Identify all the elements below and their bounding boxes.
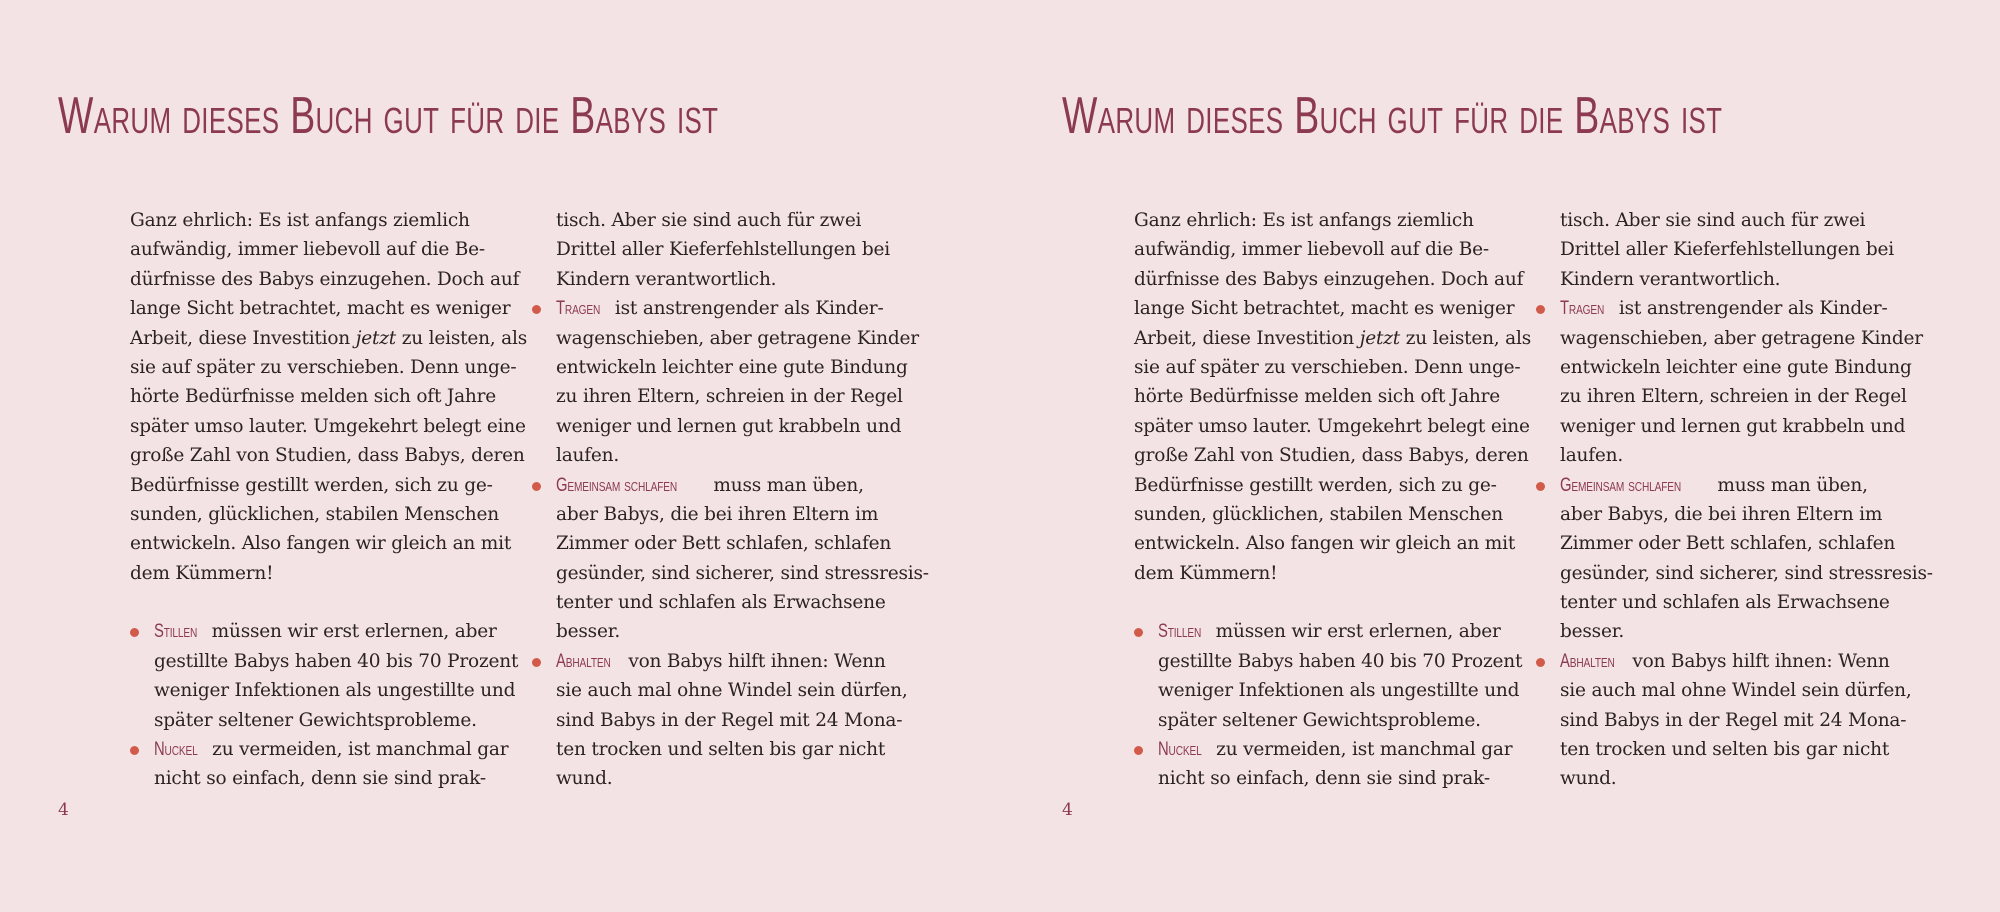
text-line: dem Kümmern! [130, 562, 274, 584]
bullet-dot-icon [1536, 658, 1545, 667]
text-line: laufen. [1560, 445, 1624, 467]
bullet-item-nuckel [1134, 735, 1534, 794]
text-line: Ganz ehrlich: Es ist anfangs ziemlich [130, 210, 470, 231]
text-line [556, 294, 896, 323]
keyword: Gemeinsam schlafen [556, 474, 678, 496]
bullet-item-nuckel [130, 735, 530, 794]
text-line: weniger Infektionen als ungestillte und [1158, 680, 1520, 702]
bullet-item-abhalten [532, 647, 908, 794]
text-line: lange Sicht betrachtet, macht es weniger [1134, 298, 1515, 320]
text-line: zu ihren Eltern, schreien in der Regel [556, 386, 903, 408]
text-line: sie auf später zu verschieben. Denn unge- [130, 356, 517, 378]
emphasis-text: jetzt [355, 327, 397, 349]
text-line: Zimmer oder Bett schlafen, schlafen [1560, 533, 1896, 555]
text-span: ist anstrengender als Kinder- [1613, 298, 1888, 320]
text-line: tisch. Aber sie sind auch für zwei [1560, 210, 1866, 231]
text-line: später seltener Gewichtsprobleme. [154, 709, 477, 731]
text-line: später umso lauter. Umgekehrt belegt eine [130, 415, 526, 437]
text-span: von Babys hilft ihnen: Wenn [622, 650, 886, 672]
text-line: zu ihren Eltern, schreien in der Regel [1560, 386, 1907, 408]
text-line: weniger und lernen gut krabbeln und [556, 415, 902, 437]
text-span: muss man üben, [707, 474, 864, 496]
keyword: Abhalten [556, 650, 611, 672]
text-line: laufen. [556, 445, 620, 467]
text-line: sind Babys in der Regel mit 24 Mona- [556, 709, 903, 731]
text-span: müssen wir erst erlernen, aber [205, 621, 497, 643]
text-line: Kindern verantwortlich. [556, 268, 777, 290]
bullet-item-tragen [532, 294, 919, 470]
bullet-item-schlafen [532, 471, 929, 647]
bullet-item-tragen [1536, 294, 1923, 470]
bullet-dot-icon [1536, 482, 1545, 491]
text-line: aufwändig, immer liebevoll auf die Be- [1134, 239, 1489, 261]
text-line [1560, 471, 1900, 500]
text-span: zu vermeiden, ist manchmal gar [206, 739, 509, 761]
text-line [556, 647, 896, 676]
bullet-dot-icon [1134, 628, 1143, 637]
text-line: gesünder, sind sicherer, sind stressresis- [556, 562, 929, 584]
bullet-item-stillen [130, 617, 530, 735]
page-number: 4 [1062, 800, 1073, 820]
paragraph-gap [1134, 588, 1534, 617]
text-line: aufwändig, immer liebevoll auf die Be- [130, 239, 485, 261]
text-line: dem Kümmern! [1134, 562, 1278, 584]
text-span: müssen wir erst erlernen, aber [1209, 621, 1501, 643]
bullet-dot-icon [532, 305, 541, 314]
text-line: besser. [556, 621, 621, 643]
column-right [556, 206, 929, 794]
keyword: Gemeinsam schlafen [1560, 474, 1682, 496]
text-span: Arbeit, diese Investition [1134, 327, 1360, 349]
text-line [1560, 294, 1900, 323]
text-line: besser. [1560, 621, 1625, 643]
text-line: große Zahl von Studien, dass Babys, deren [1134, 445, 1529, 467]
text-line: entwickeln leichter eine gute Bindung [1560, 356, 1912, 378]
text-line: später seltener Gewichtsprobleme. [1158, 709, 1481, 731]
right-page [1004, 0, 2000, 912]
text-line [154, 735, 530, 764]
keyword: Nuckel [154, 739, 198, 761]
text-line: wund. [556, 768, 613, 790]
bullet-item-schlafen [1536, 471, 1933, 647]
text-line: nicht so einfach, denn sie sind prak- [154, 768, 486, 790]
text-line: sunden, glücklichen, stabilen Menschen [1134, 503, 1503, 525]
text-line: Drittel aller Kieferfehlstellungen bei [1560, 239, 1894, 261]
paragraph-gap [130, 588, 530, 617]
bullet-dot-icon [130, 746, 139, 755]
keyword: Nuckel [1158, 739, 1202, 761]
bullet-item-abhalten [1536, 647, 1912, 794]
text-line: sunden, glücklichen, stabilen Menschen [130, 503, 499, 525]
text-line [1560, 647, 1900, 676]
text-line: Drittel aller Kieferfehlstellungen bei [556, 239, 890, 261]
bullet-dot-icon [532, 482, 541, 491]
text-span: Arbeit, diese Investition [130, 327, 356, 349]
keyword: Tragen [556, 298, 601, 320]
keyword: Abhalten [1560, 650, 1615, 672]
text-line: weniger und lernen gut krabbeln und [1560, 415, 1906, 437]
text-line: sie auch mal ohne Windel sein dürfen, [556, 680, 908, 702]
text-line: aber Babys, die bei ihren Eltern im [1560, 503, 1883, 525]
text-span: muss man üben, [1711, 474, 1868, 496]
text-line: tisch. Aber sie sind auch für zwei [556, 210, 862, 231]
text-line [1158, 735, 1534, 764]
keyword: Stillen [154, 621, 198, 643]
text-span: zu leisten, als [1400, 327, 1532, 349]
text-line: wagenschieben, aber getragene Kinder [1560, 327, 1923, 349]
text-line [556, 471, 896, 500]
text-line: gesünder, sind sicherer, sind stressresis- [1560, 562, 1933, 584]
text-line: ten trocken und selten bis gar nicht [1560, 739, 1890, 761]
text-line: sie auch mal ohne Windel sein dürfen, [1560, 680, 1912, 702]
text-span: von Babys hilft ihnen: Wenn [1626, 650, 1890, 672]
text-line: wagenschieben, aber getragene Kinder [556, 327, 919, 349]
bullet-dot-icon [1536, 305, 1545, 314]
text-line: hörte Bedürfnisse melden sich oft Jahre [1134, 386, 1501, 408]
bullet-dot-icon [532, 658, 541, 667]
column-right [1560, 206, 1933, 794]
text-line: Ganz ehrlich: Es ist anfangs ziemlich [1134, 210, 1474, 231]
text-line [154, 617, 530, 646]
text-line: dürfnisse des Babys einzugehen. Doch auf [1134, 268, 1524, 290]
text-line: aber Babys, die bei ihren Eltern im [556, 503, 879, 525]
text-line: entwickeln leichter eine gute Bindung [556, 356, 908, 378]
text-line [1158, 617, 1534, 646]
page-title: Warum dieses Buch gut für die Babys ist [58, 87, 719, 145]
text-line [1134, 324, 1534, 353]
page-title: Warum dieses Buch gut für die Babys ist [1062, 87, 1723, 145]
text-line: tenter und schlafen als Erwachsene [1560, 592, 1890, 614]
bullet-item-stillen [1134, 617, 1534, 735]
text-span: zu leisten, als [396, 327, 528, 349]
keyword: Stillen [1158, 621, 1202, 643]
bullet-dot-icon [130, 628, 139, 637]
column-left [1134, 206, 1534, 794]
text-line: tenter und schlafen als Erwachsene [556, 592, 886, 614]
text-line: dürfnisse des Babys einzugehen. Doch auf [130, 268, 520, 290]
text-line: weniger Infektionen als ungestillte und [154, 680, 516, 702]
text-line: große Zahl von Studien, dass Babys, deren [130, 445, 525, 467]
text-line: wund. [1560, 768, 1617, 790]
text-line: lange Sicht betrachtet, macht es weniger [130, 298, 511, 320]
text-line: sind Babys in der Regel mit 24 Mona- [1560, 709, 1907, 731]
text-line [130, 324, 530, 353]
text-span: zu vermeiden, ist manchmal gar [1210, 739, 1513, 761]
text-line: Bedürfnisse gestillt werden, sich zu ge- [130, 474, 493, 496]
text-line: hörte Bedürfnisse melden sich oft Jahre [130, 386, 497, 408]
text-line: nicht so einfach, denn sie sind prak- [1158, 768, 1490, 790]
text-line: Zimmer oder Bett schlafen, schlafen [556, 533, 892, 555]
bullet-dot-icon [1134, 746, 1143, 755]
emphasis-text: jetzt [1359, 327, 1401, 349]
text-line: Kindern verantwortlich. [1560, 268, 1781, 290]
text-line: ten trocken und selten bis gar nicht [556, 739, 886, 761]
text-line: später umso lauter. Umgekehrt belegt eine [1134, 415, 1530, 437]
page-number: 4 [58, 800, 69, 820]
text-line: entwickeln. Also fangen wir gleich an mit [130, 533, 512, 555]
text-line: gestillte Babys haben 40 bis 70 Prozent [154, 650, 519, 672]
text-line: entwickeln. Also fangen wir gleich an mit [1134, 533, 1516, 555]
text-line: sie auf später zu verschieben. Denn unge- [1134, 356, 1521, 378]
keyword: Tragen [1560, 298, 1605, 320]
text-line: Bedürfnisse gestillt werden, sich zu ge- [1134, 474, 1497, 496]
column-left [130, 206, 530, 794]
text-span: ist anstrengender als Kinder- [609, 298, 884, 320]
text-line: gestillte Babys haben 40 bis 70 Prozent [1158, 650, 1523, 672]
